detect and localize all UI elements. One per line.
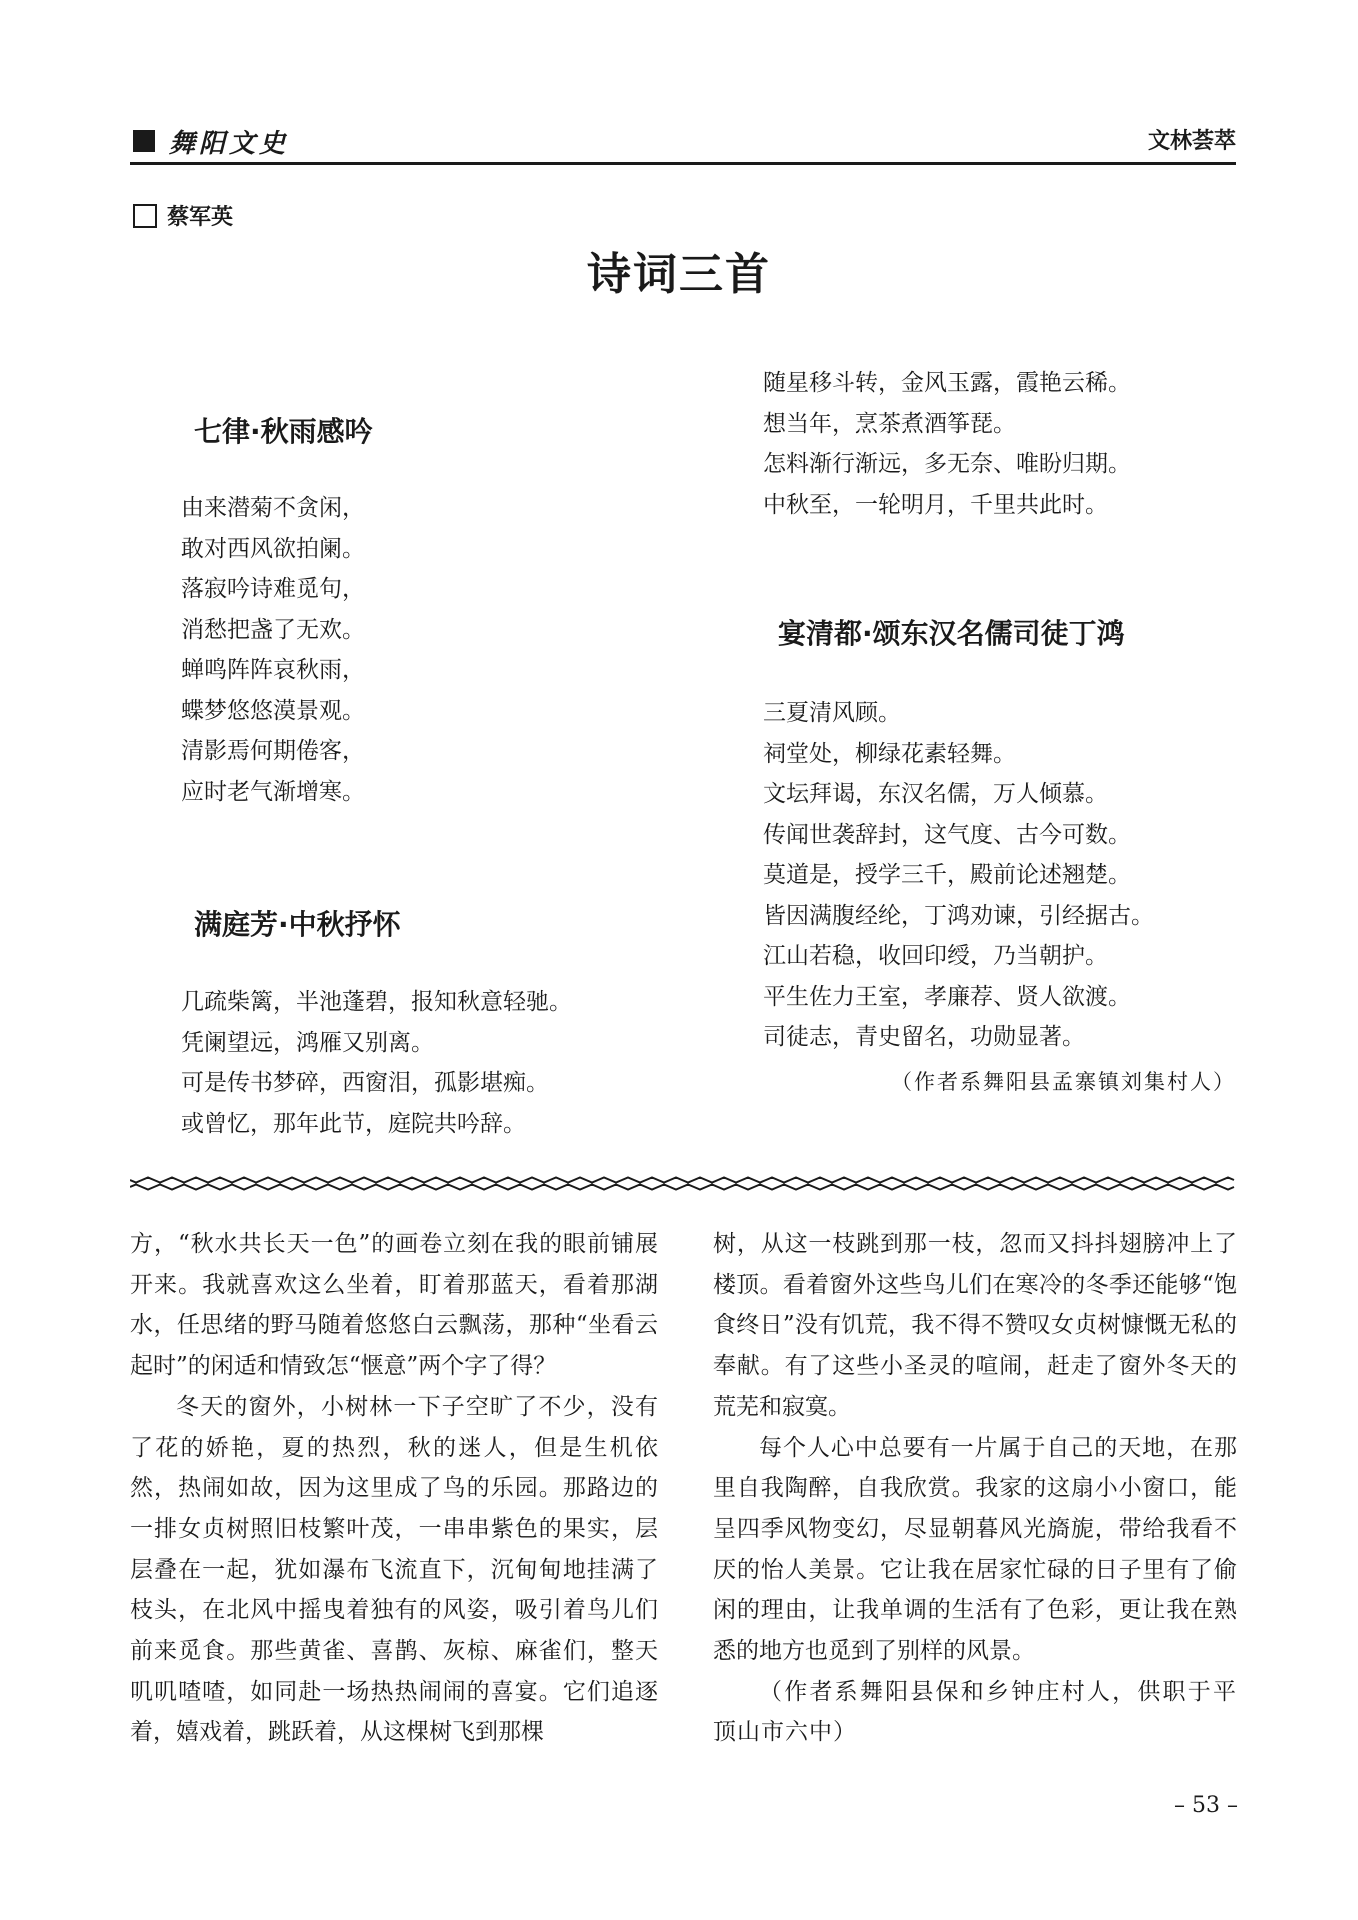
- poem-body: [181, 488, 365, 812]
- article-right-column: [713, 1224, 1237, 1753]
- poem-title: 宴清都·颂东汉名儒司徒丁鸿: [778, 617, 1125, 650]
- poem-line: 消愁把盏了无欢。: [181, 616, 365, 643]
- poem-body: [181, 982, 572, 1144]
- poem-line: 江山若稳，收回印绶，乃当朝护。: [763, 943, 1108, 969]
- article-title: 诗词三首: [587, 249, 771, 300]
- poem-line: 或曾忆，那年此节，庭院共吟辞。: [181, 1110, 526, 1137]
- poem-line: 可是传书梦碎，西窗泪，孤影堪痴。: [181, 1070, 549, 1096]
- article-left-column: [130, 1224, 658, 1753]
- magazine-title: 舞阳文史: [169, 128, 290, 159]
- poem-line: 皆因满腹经纶，丁鸿劝谏，引经据古。: [763, 902, 1154, 929]
- poem-line: 敢对西风欲拍阑。: [181, 535, 365, 562]
- author-note: （作者系舞阳县保和乡钟庄村人，供职于平顶山市六中）: [713, 1678, 1237, 1746]
- poem-line: 平生佐力王室，孝廉荐、贤人欲渡。: [763, 983, 1131, 1010]
- poem-line: 清影焉何期倦客，: [181, 738, 365, 764]
- poem-title: 满庭芳·中秋抒怀: [194, 908, 401, 941]
- poem-line: 怎料渐行渐远，多无奈、唯盼归期。: [763, 451, 1131, 477]
- header-rule: [130, 162, 1236, 165]
- poem-line: 司徒志，青史留名，功勋显著。: [763, 1024, 1085, 1050]
- paragraph: 每个人心中总要有一片属于自己的天地，在那里自我陶醉，自我欣赏。我家的这扇小小窗口，能呈四季风物变幻，尽显朝暮风光旖旎，带给我看不厌的怡人美景。它让我在居家忙碌的日子里有了偷闲的理由，让我单调的生活有了色彩，更让我在熟悉的地方也觅到了别样的风景。: [713, 1434, 1237, 1665]
- poem-line: 传闻世袭辞封，这气度、古今可数。: [763, 821, 1131, 848]
- poem-line: 蝶梦悠悠漠景观。: [181, 697, 365, 724]
- poem-line: 祠堂处，柳绿花素轻舞。: [763, 740, 1016, 767]
- author-note: （作者系舞阳县孟寨镇刘集村人）: [891, 1070, 1236, 1094]
- author-name: 蔡军英: [167, 205, 234, 230]
- magazine-header: [133, 124, 289, 158]
- poem-line: 三夏清风顾。: [763, 700, 901, 726]
- poem-line: 应时老气渐增寒。: [181, 778, 365, 805]
- section-title: 文林荟萃: [1147, 129, 1236, 154]
- paragraph: 树，从这一枝跳到那一枝，忽而又抖抖翅膀冲上了楼顶。看着窗外这些鸟儿们在寒冷的冬季还能够“饱食终日”没有饥荒，我不得不赞叹女贞树慷慨无私的奉献。有了这些小圣灵的喧闹，赶走了窗外冬天的荒芜和寂寞。: [713, 1231, 1237, 1420]
- poem-line: 几疏柴篱，半池蓬碧，报知秋意轻驰。: [181, 989, 572, 1015]
- poem-line: 落寂吟诗难觅句，: [181, 576, 365, 602]
- poem-line: 想当年，烹茶煮酒筝琵。: [763, 410, 1016, 437]
- poem-line: 莫道是，授学三千，殿前论述翘楚。: [763, 862, 1131, 888]
- poem-line: 由来潜菊不贪闲，: [181, 495, 365, 521]
- paragraph: 方，“秋水共长天一色”的画卷立刻在我的眼前铺展开来。我就喜欢这么坐着，盯着那蓝天，看着那湖水，任思绪的野马随着悠悠白云飘荡，那种“坐看云起时”的闲适和情致怎“惬意”两个字了得？: [130, 1231, 658, 1380]
- poem-body-continued: [763, 363, 1131, 525]
- wavy-divider: [130, 1173, 1236, 1195]
- poem-body: [763, 693, 1154, 1058]
- poem-line: 凭阑望远，鸿雁又别离。: [181, 1029, 434, 1056]
- poem-line: 文坛拜谒，东汉名儒，万人倾慕。: [763, 781, 1108, 807]
- page-number: – 53 –: [1174, 1793, 1238, 1818]
- empty-square-icon: [133, 204, 157, 228]
- poem-line: 中秋至，一轮明月，千里共此时。: [763, 491, 1108, 518]
- paragraph: 冬天的窗外，小树林一下子空旷了不少，没有了花的娇艳，夏的热烈，秋的迷人，但是生机依然，热闹如故，因为这里成了鸟的乐园。那路边的一排女贞树照旧枝繁叶茂，一串串紫色的果实，层层叠在一起，犹如瀑布飞流直下，沉甸甸地挂满了枝头，在北风中摇曳着独有的风姿，吸引着鸟儿们前来觅食。那些黄雀、喜鹊、灰椋、麻雀们，整天叽叽喳喳，如同赴一场热热闹闹的喜宴。它们追逐着，嬉戏着，跳跃着，从这棵树飞到那棵: [130, 1393, 658, 1746]
- square-mark-icon: [133, 130, 155, 152]
- poem-line: 随星移斗转，金风玉露，霞艳云稀。: [763, 370, 1131, 396]
- poem-title: 七律·秋雨感吟: [194, 415, 373, 448]
- article-author: [133, 200, 233, 231]
- poem-line: 蝉鸣阵阵哀秋雨，: [181, 657, 365, 683]
